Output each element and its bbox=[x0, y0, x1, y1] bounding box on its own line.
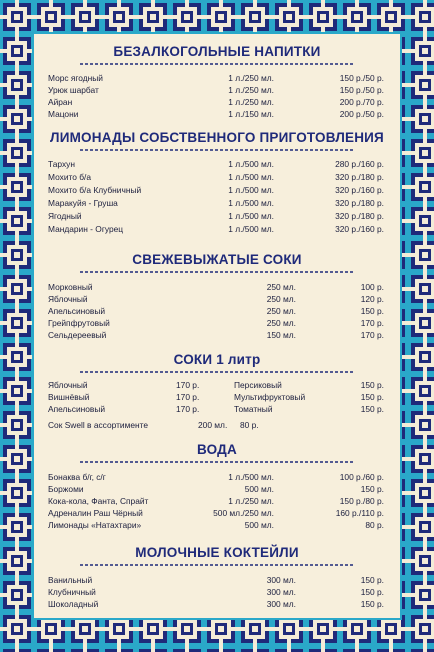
list-item: Маракуйя - Груша 1 л./500 мл. 320 р./180 р. bbox=[48, 198, 384, 208]
title-ornament bbox=[80, 562, 354, 568]
list-item: Кока-кола, Фанта, Спрайт 1 л./250 мл. 150 р./80 р. bbox=[48, 496, 384, 506]
menu-content bbox=[34, 34, 400, 618]
title-ornament bbox=[80, 269, 354, 275]
list-item: Урюк шарбат 1 л./250 мл. 150 р./50 р. bbox=[48, 85, 384, 95]
section-title-milkshakes: МОЛОЧНЫЕ КОКТЕЙЛИ bbox=[135, 545, 299, 560]
list-item: Тархун 1 л./500 мл. 280 р./160 р. bbox=[48, 159, 384, 169]
list-item: Шоколадный 300 мл. 150 р. bbox=[48, 599, 384, 609]
list-item: Сельдереевый 150 мл. 170 р. bbox=[48, 330, 384, 340]
list-item: Грейпфрутовый 250 мл. 170 р. bbox=[48, 318, 384, 328]
list-item: Яблочный 250 мл. 120 р. bbox=[48, 294, 384, 304]
list-item: Клубничный 300 мл. 150 р. bbox=[48, 587, 384, 597]
list-item: Ванильный 300 мл. 150 р. bbox=[48, 575, 384, 585]
list-item: Вишнёвый 170 р. Мультифруктовый 150 р. bbox=[48, 392, 384, 402]
list-item: Адреналин Раш Чёрный 500 мл./250 мл. 160 р./110 р. bbox=[48, 508, 384, 518]
section-title-soft-drinks: БЕЗАЛКОГОЛЬНЫЕ НАПИТКИ bbox=[113, 44, 321, 59]
list-item: Яблочный 170 р. Персиковый 150 р. bbox=[48, 380, 384, 390]
list-item: Апельсиновый 250 мл. 150 р. bbox=[48, 306, 384, 316]
title-ornament bbox=[80, 61, 354, 67]
title-ornament bbox=[80, 147, 354, 153]
list-item: Морковный 250 мл. 100 р. bbox=[48, 282, 384, 292]
list-item: Сок Swell в ассортименте 200 мл. 80 р. bbox=[48, 420, 259, 430]
section-title-fresh-juices: СВЕЖЕВЫЖАТЫЕ СОКИ bbox=[132, 252, 302, 267]
list-item: Мохито б/а Клубничный 1 л./500 мл. 320 р./160 р. bbox=[48, 185, 384, 195]
title-ornament bbox=[80, 369, 354, 375]
list-item: Лимонады «Натахтари» 500 мл. 80 р. bbox=[48, 520, 384, 530]
list-item: Бонаква б/г, с/г 1 л./500 мл. 100 р./60 р. bbox=[48, 472, 384, 482]
section-title-juices-1l: СОКИ 1 литр bbox=[173, 352, 261, 367]
list-item: Ягодный 1 л./500 мл. 320 р./180 р. bbox=[48, 211, 384, 221]
list-item: Боржоми 500 мл. 150 р. bbox=[48, 484, 384, 494]
list-item: Апельсиновый 170 р. Томатный 150 р. bbox=[48, 404, 384, 414]
list-item: Мандарин - Огурец 1 л./500 мл. 320 р./160 р. bbox=[48, 224, 384, 234]
list-item: Мацони 1 л./150 мл. 200 р./50 р. bbox=[48, 109, 384, 119]
title-ornament bbox=[80, 459, 354, 465]
section-title-water: ВОДА bbox=[197, 442, 237, 457]
list-item: Айран 1 л./250 мл. 200 р./70 р. bbox=[48, 97, 384, 107]
list-item: Мохито б/а 1 л./500 мл. 320 р./180 р. bbox=[48, 172, 384, 182]
section-title-lemonades: ЛИМОНАДЫ СОБСТВЕННОГО ПРИГОТОВЛЕНИЯ bbox=[50, 130, 384, 145]
list-item: Морс ягодный 1 л./250 мл. 150 р./50 р. bbox=[48, 73, 384, 83]
